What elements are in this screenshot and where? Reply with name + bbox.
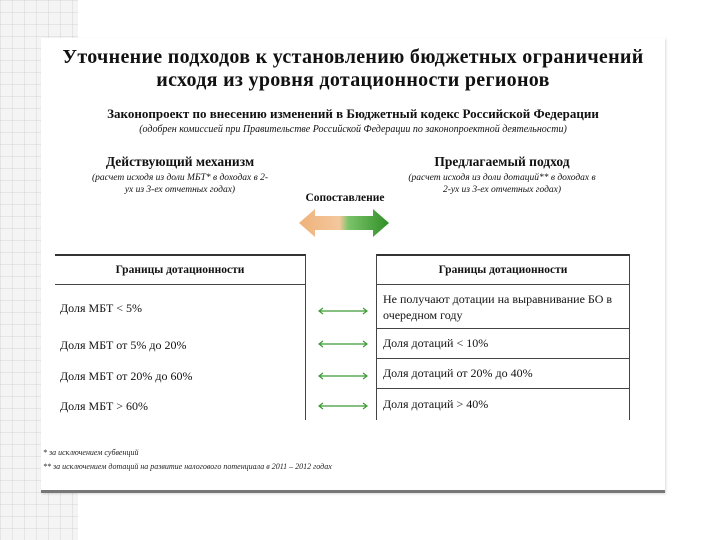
left-column-heading: Действующий механизм [105,154,255,169]
double-arrow-icon [317,340,369,348]
slide-subtitle: Законопроект по внесению изменений в Бюджетный кодекс Российской Федерации [107,106,599,121]
right-row-2: Доля дотаций < 10% [377,329,629,359]
left-note-line-1: (расчет исходя из доли МБТ* в доходах в 2- [91,173,269,183]
left-row-2: Доля МБТ от 5% до 20% [60,338,187,352]
right-row-3: Доля дотаций от 20% до 40% [377,359,629,389]
left-table [55,254,306,420]
slide-note: (одобрен комиссией при Правительстве Российской Федерации по законопроектной деятельности) [139,124,567,135]
right-table [376,254,630,420]
left-column-note [55,172,305,196]
compare-label: Сопоставление [305,192,385,204]
title-line-2: исходя из уровня дотационности регионов [156,69,550,91]
right-note-line-2: 2-ух из 3-ех отчетных годах) [442,185,562,195]
double-arrow-icon [317,402,369,410]
footnote-1: * за исключением субвенций [43,448,139,457]
double-arrow-icon [317,307,369,315]
slide [41,38,665,493]
left-row-3: Доля МБТ от 20% до 60% [60,369,193,383]
double-arrow-icon [317,372,369,380]
right-column-note [376,172,628,196]
right-row-1: Не получают дотации на выравнивание БО в очередном году [377,285,629,329]
double-arrow-icon [299,208,389,238]
left-table-header: Границы дотационности [55,256,305,285]
right-row-4: Доля дотаций > 40% [383,396,489,411]
left-row-4: Доля МБТ > 60% [60,399,149,413]
slide-title [41,46,665,92]
left-note-line-2: ух из 3-ех отчетных годах) [124,185,236,195]
right-note-line-1: (расчет исходя из доли дотаций** в доходах в [408,173,596,183]
right-table-header: Границы дотационности [377,256,629,285]
left-row-1: Доля МБТ < 5% [60,301,143,315]
right-column-heading: Предлагаемый подход [434,154,570,169]
title-line-1: Уточнение подходов к установлению бюджетных ограничений [62,46,644,68]
footnote-2: ** за исключением дотаций на развитие налогового потенциала в 2011 – 2012 годах [43,462,332,471]
